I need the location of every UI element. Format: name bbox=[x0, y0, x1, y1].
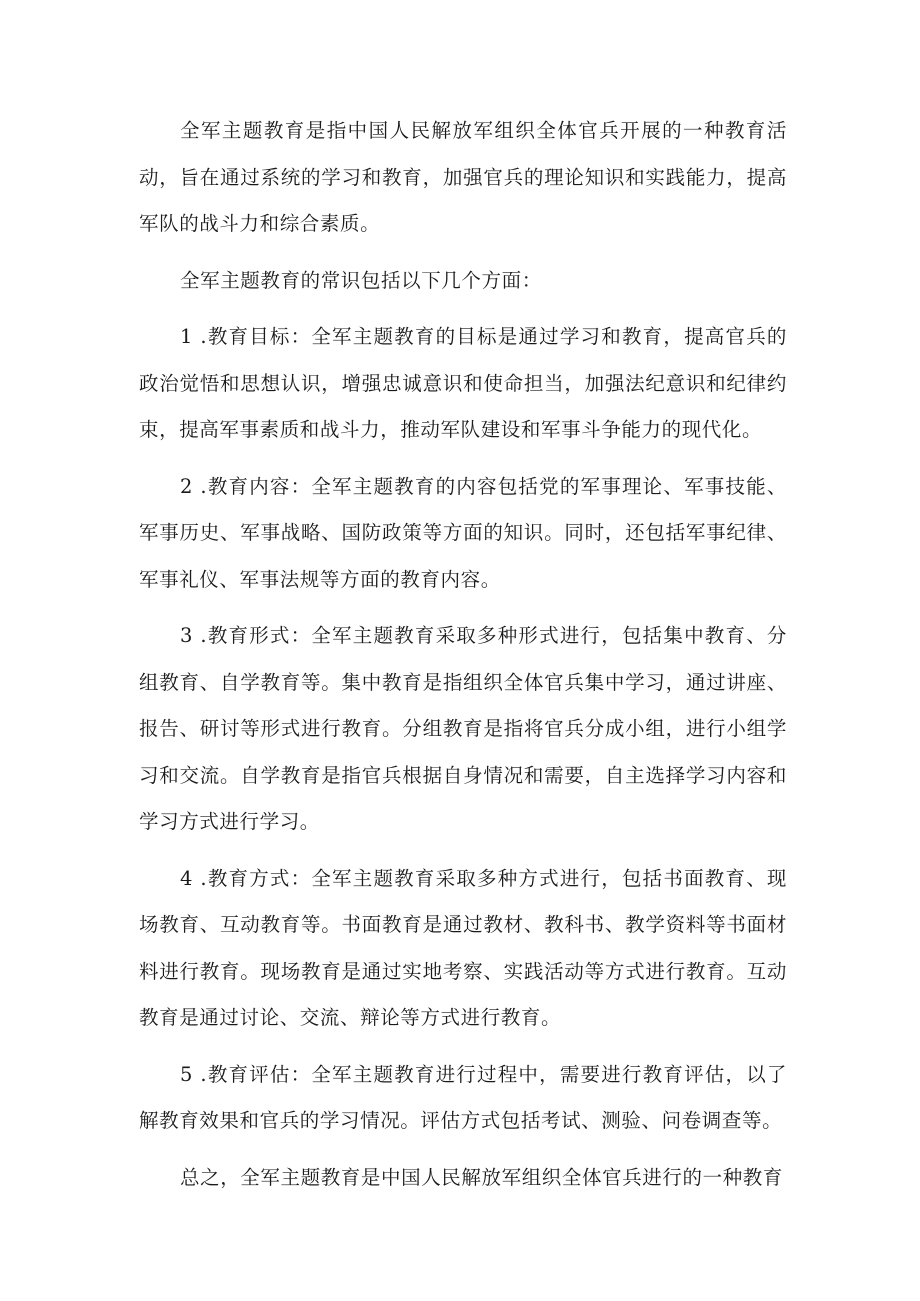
intro-paragraph: 全军主题教育是指中国人民解放军组织全体官兵开展的一种教育活动，旨在通过系统的学习和教育，加强官兵的理论知识和实践能力，提高军队的战斗力和综合素质。 bbox=[139, 119, 787, 235]
overview-paragraph: 全军主题教育的常识包括以下几个方面： bbox=[180, 268, 542, 292]
item-education-methods: 4 .教育方式：全军主题教育采取多种方式进行，包括书面教育、现场教育、互动教育等。书面教育是通过教材、教科书、教学资料等书面材料进行教育。现场教育是通过实地考察、实践活动等方式进行教育。互动教育是通过讨论、交流、辩论等方式进行教育。 bbox=[139, 866, 787, 1029]
item-education-content: 2 .教育内容：全军主题教育的内容包括党的军事理论、军事技能、军事历史、军事战略、国防政策等方面的知识。同时，还包括军事纪律、军事礼仪、军事法规等方面的教育内容。 bbox=[139, 474, 787, 591]
item-education-forms: 3 .教育形式：全军主题教育采取多种形式进行，包括集中教育、分组教育、自学教育等。集中教育是指组织全体官兵集中学习，通过讲座、报告、研讨等形式进行教育。分组教育是指将官兵分成小组，进行小组学习和交流。自学教育是指官兵根据自身情况和需要，自主选择学习内容和学习方式进行学习。 bbox=[139, 624, 787, 833]
item-education-evaluation: 5 .教育评估：全军主题教育进行过程中，需要进行教育评估，以了解教育效果和官兵的学习情况。评估方式包括考试、测验、问卷调查等。 bbox=[139, 1062, 787, 1132]
item-education-goals: 1 .教育目标：全军主题教育的目标是通过学习和教育，提高官兵的政治觉悟和思想认识，增强忠诚意识和使命担当，加强法纪意识和纪律约束，提高军事素质和战斗力，推动军队建设和军事斗争能力的现代化。 bbox=[139, 325, 787, 441]
conclusion-paragraph: 总之，全军主题教育是中国人民解放军组织全体官兵进行的一种教育 bbox=[180, 1165, 784, 1189]
document-body bbox=[139, 108, 787, 1211]
